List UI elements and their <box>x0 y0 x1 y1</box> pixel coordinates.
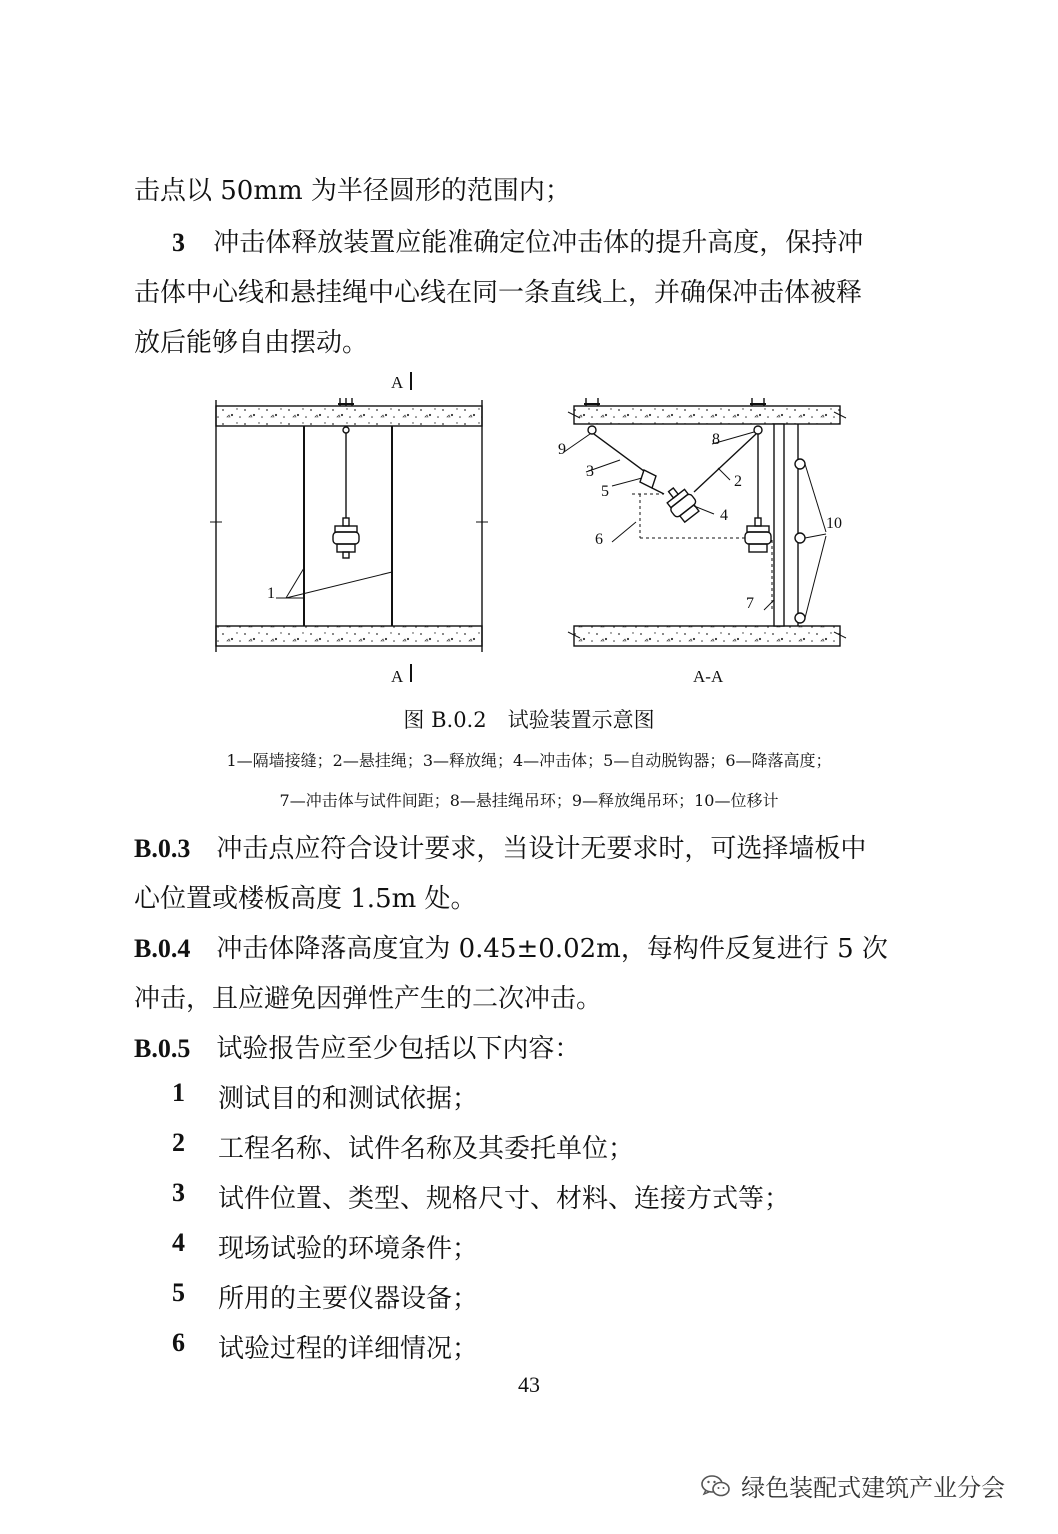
wechat-icon <box>700 1473 732 1499</box>
item-number: 2 <box>172 1128 185 1157</box>
paragraph-line: 冲击，且应避免因弹性产生的二次冲击。 <box>134 984 603 1014</box>
item-text: 冲击体释放装置应能准确定位冲击体的提升高度，保持冲 <box>213 228 864 258</box>
label-8: 8 <box>712 431 720 448</box>
paragraph-line: 心位置或楼板高度 1.5m 处。 <box>134 884 477 914</box>
test-setup-figure <box>0 0 1058 700</box>
label-4: 4 <box>720 507 728 524</box>
label-5: 5 <box>601 483 609 500</box>
item-text: 测试目的和测试依据； <box>218 1084 479 1114</box>
item-text: 试验过程的详细情况； <box>218 1334 479 1364</box>
paragraph-line: 击体中心线和悬挂绳中心线在同一条直线上，并确保冲击体被释 <box>134 278 863 308</box>
section-text: 冲击体降落高度宜为 0.45±0.02m，每构件反复进行 5 次 <box>216 934 888 964</box>
paragraph-line: 放后能够自由摆动。 <box>134 328 369 358</box>
figure-legend-line: 7—冲击体与试件间距；8—悬挂绳吊环；9—释放绳吊环；10—位移计 <box>279 791 779 810</box>
figure-caption: 图 B.0.2 试验装置示意图 <box>403 708 655 732</box>
page-number: 43 <box>518 1372 540 1397</box>
section-text: 冲击点应符合设计要求，当设计无要求时，可选择墙板中 <box>216 834 867 864</box>
section-mark-top: A <box>391 373 404 392</box>
item-number: 6 <box>172 1328 185 1357</box>
item-text: 所用的主要仪器设备； <box>218 1284 479 1314</box>
label-10: 10 <box>826 515 842 532</box>
section-view-label: A-A <box>693 667 724 686</box>
section-b05 <box>134 1028 580 1065</box>
section-b03 <box>134 828 866 865</box>
label-9: 9 <box>558 441 566 458</box>
item-number: 3 <box>172 1178 185 1207</box>
item-number: 3 <box>172 228 185 257</box>
section-number: B.0.4 <box>134 934 191 963</box>
section-mark-bottom: A <box>391 667 404 686</box>
item-text: 试件位置、类型、规格尺寸、材料、连接方式等； <box>218 1184 791 1214</box>
item-number: 5 <box>172 1278 185 1307</box>
section-number: B.0.3 <box>134 834 191 863</box>
watermark-text: 绿色装配式建筑产业分会 <box>741 1474 1006 1502</box>
section-view <box>564 398 846 646</box>
label-6: 6 <box>595 531 603 548</box>
section-text: 试验报告应至少包括以下内容： <box>216 1034 581 1064</box>
item-text: 现场试验的环境条件； <box>218 1234 479 1264</box>
item-number: 4 <box>172 1228 185 1257</box>
paragraph-line: 击点以 50mm 为半径圆形的范围内； <box>134 176 571 206</box>
label-7: 7 <box>746 595 754 612</box>
item-number: 1 <box>172 1078 185 1107</box>
item-text: 工程名称、试件名称及其委托单位； <box>218 1134 635 1164</box>
section-number: B.0.5 <box>134 1034 191 1063</box>
section-b04 <box>134 928 888 965</box>
figure-legend-line: 1—隔墙接缝；2—悬挂绳；3—释放绳；4—冲击体；5—自动脱钩器；6—降落高度； <box>226 751 832 770</box>
label-3: 3 <box>586 463 594 480</box>
label-2: 2 <box>734 473 742 490</box>
elevation-view <box>210 372 488 682</box>
watermark <box>700 1468 1005 1503</box>
label-1: 1 <box>267 585 275 602</box>
